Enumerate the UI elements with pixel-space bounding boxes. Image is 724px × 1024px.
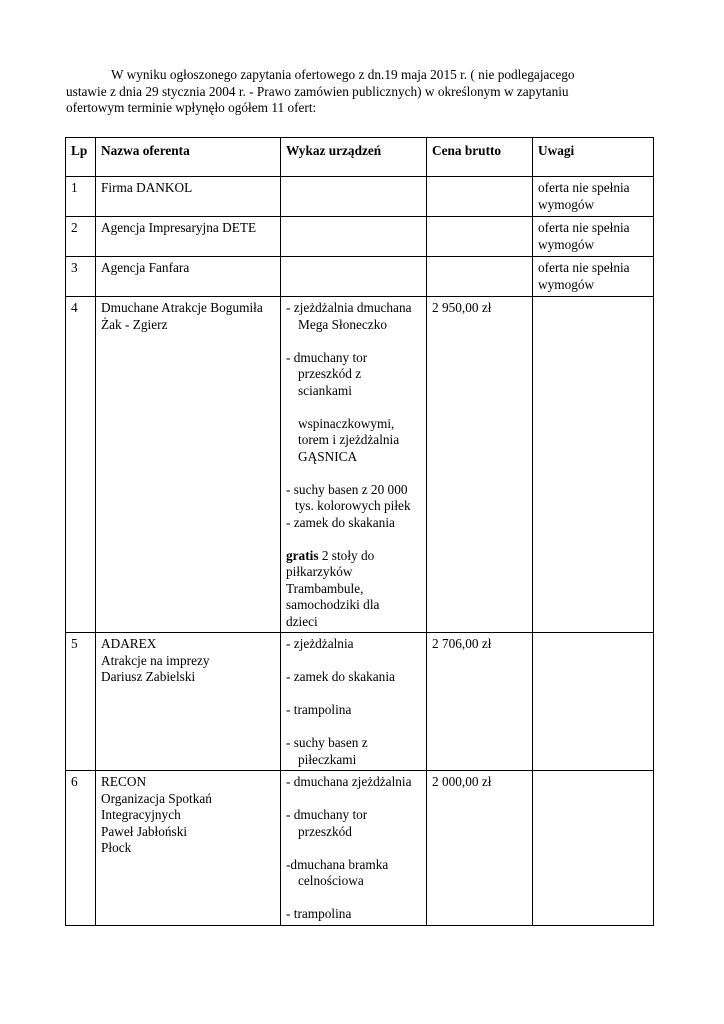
note-line: oferta nie spełnia [538, 220, 630, 235]
table-row [66, 217, 654, 257]
cell-price: 2 706,00 zł [427, 633, 533, 771]
cell-price [427, 177, 533, 217]
cell-notes [533, 177, 654, 217]
cell-name [96, 771, 281, 926]
intro-line-1: W wyniku ogłoszonego zapytania ofertowego z dn.19 maja 2015 r. ( nie podlegajacego [111, 67, 575, 82]
name-line: Dmuchane Atrakcje Bogumiła [101, 300, 263, 315]
cell-lp: 4 [66, 297, 96, 633]
name-line: Płock [101, 840, 132, 855]
device-item: - zamek do skakania [286, 669, 395, 684]
name-line: Organizacja Spotkań [101, 790, 212, 806]
note-line: oferta nie spełnia [538, 180, 630, 195]
name-line: Atrakcje na imprezy [101, 652, 210, 668]
cell-devices [281, 217, 427, 257]
cell-name [96, 633, 281, 771]
name-line: Agencja Fanfara [101, 260, 190, 275]
cell-devices [281, 633, 427, 771]
header-notes: Uwagi [533, 138, 654, 177]
name-line: Żak - Zgierz [101, 316, 168, 332]
cell-name [96, 177, 281, 217]
intro-line-2: ustawie z dnia 29 stycznia 2004 r. - Prawo zamówien publicznych) w określonym w zapytaniu [66, 83, 569, 99]
note-line: oferta nie spełnia [538, 260, 630, 275]
note-line: wymogów [538, 196, 595, 212]
device-item: - trampolina [286, 702, 352, 717]
cell-name [96, 257, 281, 297]
cell-devices [281, 297, 427, 633]
cell-price [427, 257, 533, 297]
cell-notes [533, 217, 654, 257]
cell-name [96, 297, 281, 633]
cell-name [96, 217, 281, 257]
device-item: - zjeżdżalnia dmuchana Mega Słoneczko [286, 300, 412, 332]
name-line: ADAREX [101, 636, 157, 651]
device-item: - zjeżdżalnia [286, 636, 354, 651]
header-devices: Wykaz urządzeń [281, 138, 427, 177]
cell-devices [281, 771, 427, 926]
name-line: Agencja Impresaryjna DETE [101, 220, 257, 235]
name-line: RECON [101, 774, 147, 789]
cell-price: 2 000,00 zł [427, 771, 533, 926]
device-item: - suchy basen z piłeczkami [286, 735, 368, 767]
cell-lp: 6 [66, 771, 96, 926]
intro-line-3: ofertowym terminie wpłynęło ogółem 11 ofert: [66, 100, 317, 115]
name-line: Firma DANKOL [101, 180, 193, 195]
device-item: - zamek do skakania [286, 514, 395, 530]
cell-lp: 1 [66, 177, 96, 217]
cell-devices [281, 177, 427, 217]
note-line: wymogów [538, 236, 595, 252]
cell-lp: 2 [66, 217, 96, 257]
header-name: Nazwa oferenta [96, 138, 281, 177]
intro-paragraph [66, 67, 656, 117]
header-price: Cena brutto [427, 138, 533, 177]
name-line: Integracyjnych [101, 807, 181, 822]
device-item: - suchy basen z 20 000 tys. kolorowych piłek [286, 481, 411, 513]
table-row [66, 257, 654, 297]
cell-notes [533, 633, 654, 771]
header-lp: Lp [66, 138, 96, 177]
table-row [66, 633, 654, 771]
device-item: - trampolina [286, 906, 352, 921]
offers-table [65, 137, 654, 926]
cell-lp: 5 [66, 633, 96, 771]
note-line: wymogów [538, 276, 595, 292]
device-item: -dmuchana bramka celnościowa [286, 856, 389, 888]
cell-notes [533, 297, 654, 633]
cell-devices [281, 257, 427, 297]
device-item: - dmuchany tor przeszkód [286, 807, 368, 839]
table-row [66, 177, 654, 217]
device-item: - dmuchany tor przeszkód z sciankami wspinaczkowymi, torem i zjeżdżalnia GĄSNICA [286, 349, 400, 464]
cell-notes [533, 771, 654, 926]
table-row [66, 297, 654, 633]
name-line: Paweł Jabłoński [101, 823, 188, 839]
table-header-row [66, 138, 654, 177]
device-item: - dmuchana zjeżdżalnia [286, 774, 412, 789]
cell-notes [533, 257, 654, 297]
cell-price [427, 217, 533, 257]
cell-lp: 3 [66, 257, 96, 297]
name-line: Dariusz Zabielski [101, 669, 196, 684]
table-row [66, 771, 654, 926]
cell-price: 2 950,00 zł [427, 297, 533, 633]
gratis-item: gratis 2 stoły do piłkarzyków Trambambule, samochodziki dla dzieci [286, 547, 380, 629]
